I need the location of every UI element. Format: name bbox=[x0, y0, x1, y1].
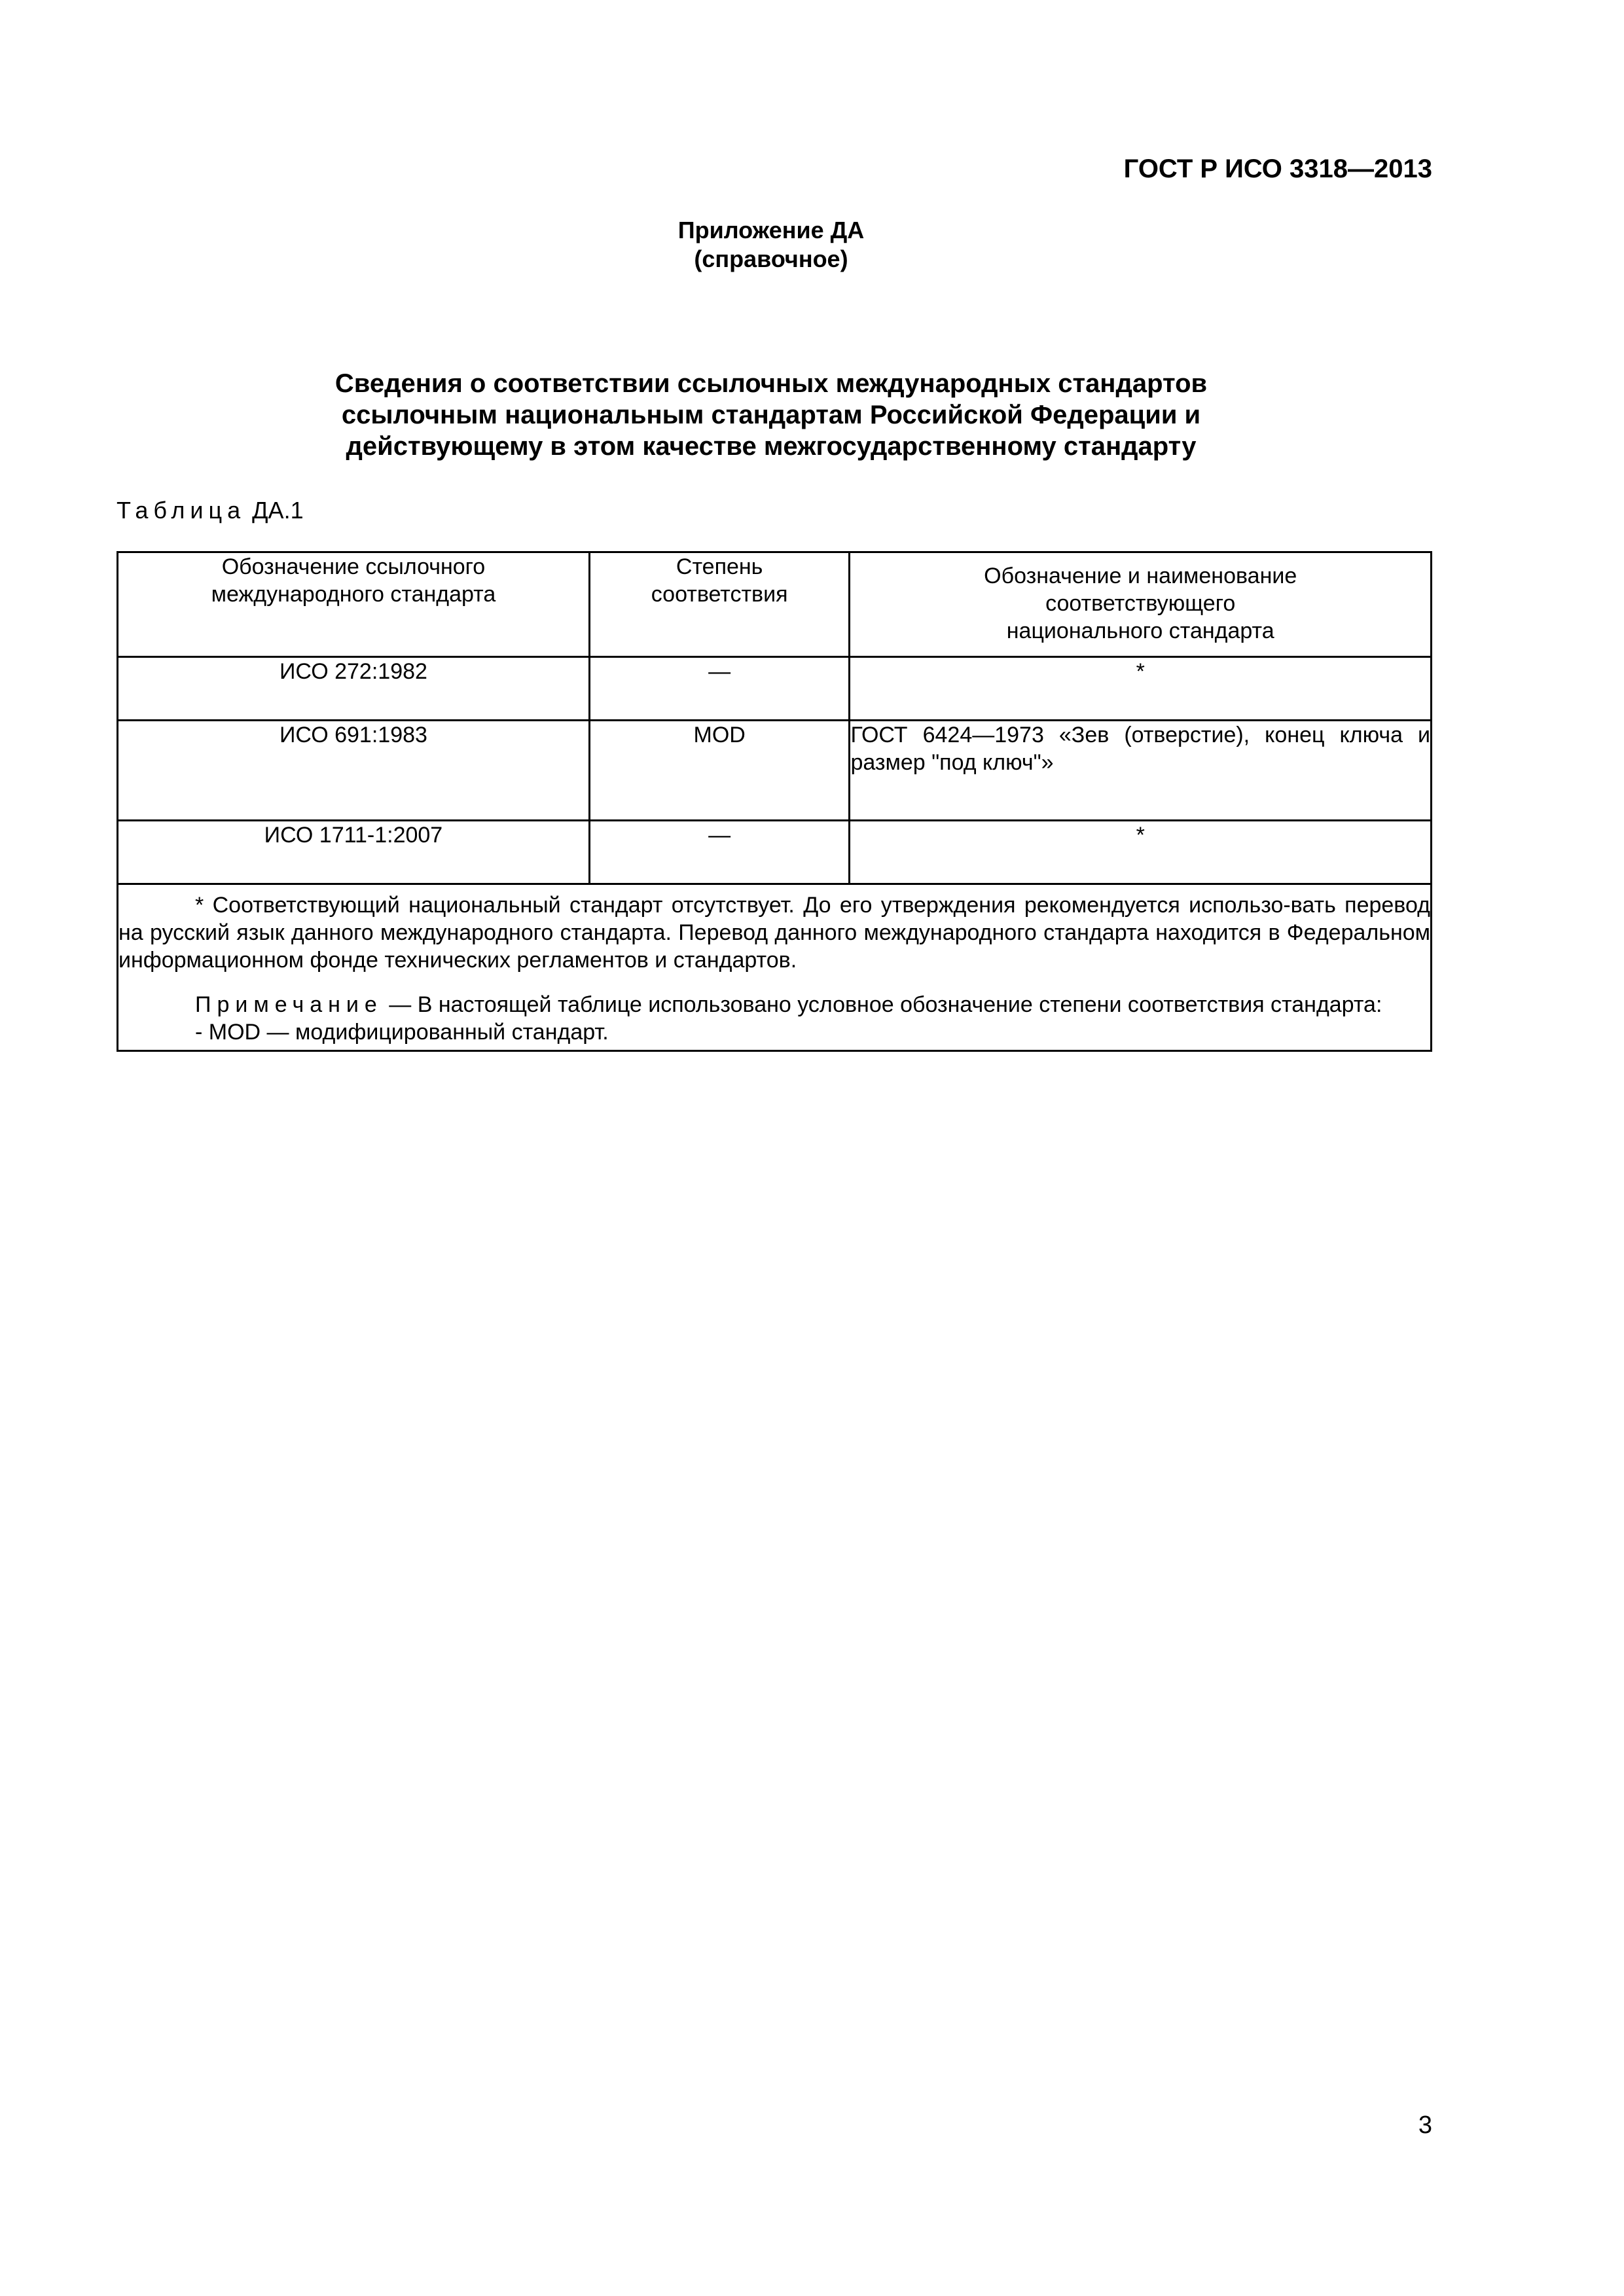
table-footer bbox=[118, 884, 1432, 1051]
table-header-row bbox=[118, 552, 1432, 657]
appendix-heading bbox=[0, 216, 1542, 274]
cell-degree: — bbox=[589, 657, 850, 721]
cell-national-standard: * bbox=[850, 821, 1432, 884]
cell-degree: — bbox=[589, 821, 850, 884]
footnote: * Соответствующий национальный стандарт отсутствует. До его утверждения рекомендуется использо-вать перевод на русский язык данного международного стандарта. Перевод данного международного стандарта находится в Федеральном информационном фонде технических регламентов и стандартов. bbox=[118, 893, 1430, 973]
section-title-line: Сведения о соответствии ссылочных международных стандартов bbox=[334, 369, 1208, 398]
appendix-subtitle: (справочное) bbox=[694, 245, 848, 272]
cell-international-standard: ИСО 1711-1:2007 bbox=[118, 821, 590, 884]
note-label: Примечание bbox=[195, 992, 383, 1017]
table-row bbox=[118, 821, 1432, 884]
appendix-title: Приложение ДА bbox=[677, 217, 865, 243]
section-title bbox=[0, 368, 1542, 462]
table-footer-row bbox=[118, 884, 1432, 1051]
table-row bbox=[118, 657, 1432, 721]
page-number: 3 bbox=[1418, 2111, 1432, 2139]
note-text: — В настоящей таблице использовано условное обозначение степени соответствия стандарта: bbox=[382, 992, 1382, 1017]
table-label-prefix: Таблица bbox=[117, 497, 246, 524]
cell-national-standard: ГОСТ 6424—1973 «Зев (отверстие), конец ключа и размер "под ключ"» bbox=[850, 721, 1432, 821]
table-label bbox=[117, 496, 304, 525]
header-international-standard: Обозначение ссылочного международного стандарта bbox=[118, 552, 590, 657]
cell-international-standard: ИСО 691:1983 bbox=[118, 721, 590, 821]
cell-degree: MOD bbox=[589, 721, 850, 821]
correspondence-table bbox=[117, 551, 1432, 1052]
document-code: ГОСТ Р ИСО 3318—2013 bbox=[1123, 154, 1432, 183]
table-row bbox=[118, 721, 1432, 821]
cell-international-standard: ИСО 272:1982 bbox=[118, 657, 590, 721]
header-degree-of-correspondence: Степень соответствия bbox=[589, 552, 850, 657]
header-national-standard: Обозначение и наименование соответствующего национального стандарта bbox=[850, 552, 1432, 657]
cell-national-standard: * bbox=[850, 657, 1432, 721]
note bbox=[118, 991, 1430, 1018]
table-label-number: ДА.1 bbox=[252, 497, 304, 524]
section-title-line: действующему в этом качестве межгосударственному стандарту bbox=[346, 432, 1197, 461]
section-title-line: ссылочным национальным стандартам Российской Федерации и bbox=[341, 401, 1201, 429]
note-list-item: - MOD — модифицированный стандарт. bbox=[195, 1020, 609, 1045]
